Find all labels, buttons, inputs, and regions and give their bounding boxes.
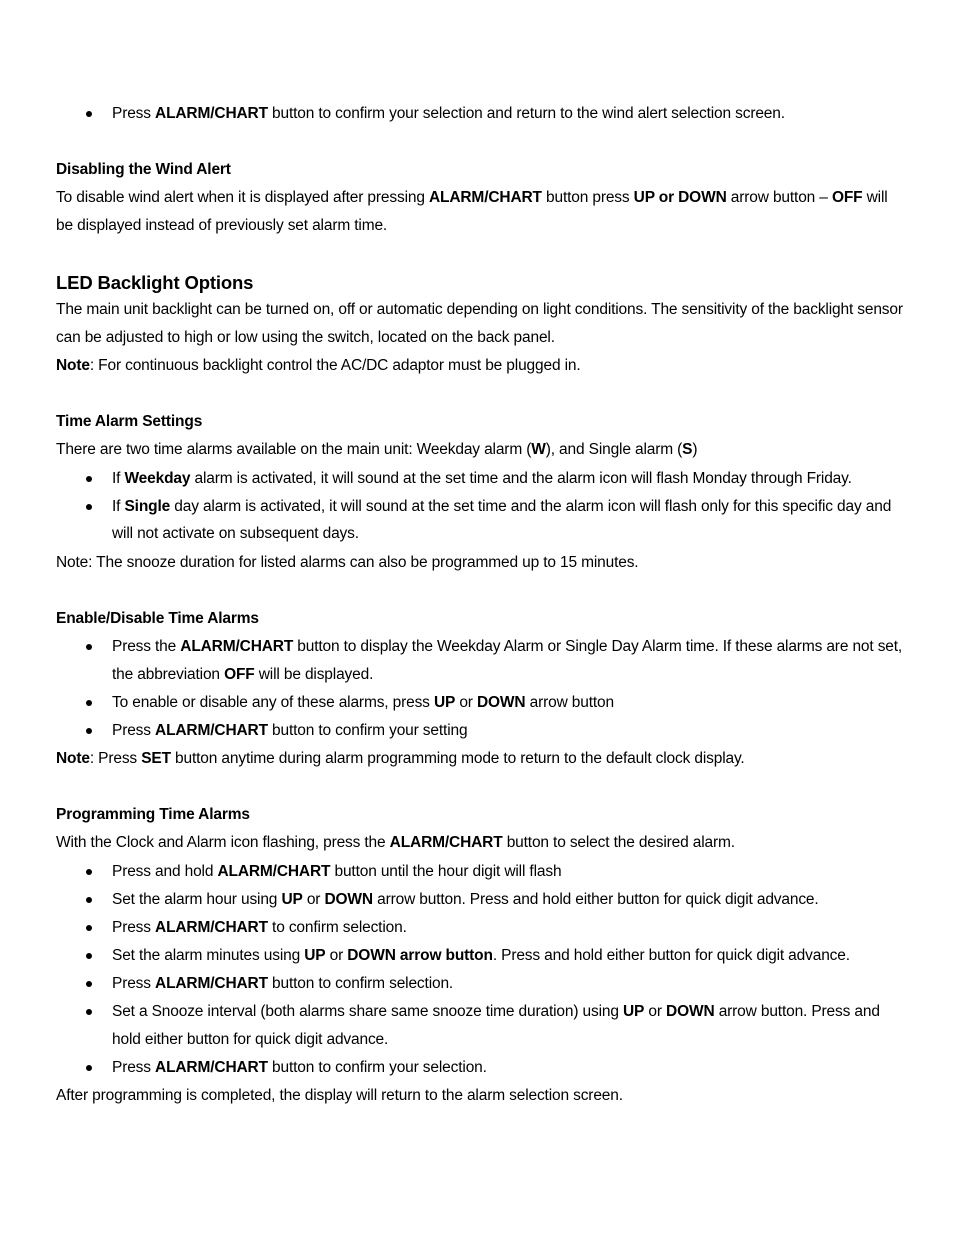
bold-term: Note	[56, 357, 90, 374]
bullet-dot-icon	[86, 111, 92, 117]
bold-term: UP or DOWN	[633, 189, 727, 206]
bullet-dot-icon	[86, 476, 92, 482]
text-run: Programming Time Alarms	[56, 806, 250, 823]
text-run: The main unit backlight can be turned on, off or automatic depending on light conditions. The sensitivity of the backlight sensor	[56, 301, 903, 318]
bold-term: SET	[141, 750, 171, 767]
bold-term: ALARM/CHART	[428, 189, 542, 206]
text-run: If	[112, 498, 125, 515]
text-run: Enable/Disable Time Alarms	[56, 610, 259, 627]
text-run: Disabling the Wind Alert	[56, 161, 231, 178]
text-run: With the Clock and Alarm icon flashing, press the	[56, 834, 390, 851]
text-run: button press	[541, 189, 634, 206]
text-run: button to confirm your selection and return to the wind alert selection screen.	[267, 105, 785, 122]
text-run: button to select the desired alarm.	[502, 834, 735, 851]
text-run: button until the hour digit will flash	[330, 863, 562, 880]
text-run: : Press	[89, 750, 142, 767]
bold-term: ALARM/CHART	[389, 834, 503, 851]
bullet-line	[112, 497, 891, 517]
bullet-dot-icon	[86, 925, 92, 931]
bullet-continuation	[112, 524, 359, 544]
bullet-continuation	[112, 1030, 388, 1050]
text-run: or	[644, 1003, 667, 1020]
bullet-line	[112, 469, 852, 489]
text-run: ), and Single alarm (	[545, 441, 683, 458]
text-run: or	[302, 891, 325, 908]
text-run: After programming is completed, the display will return to the alarm selection screen.	[56, 1087, 623, 1104]
section-subheading	[56, 160, 231, 180]
text-run: Press	[112, 1059, 156, 1076]
bold-term: UP	[433, 694, 456, 711]
bold-term: ALARM/CHART	[155, 722, 268, 739]
bullet-dot-icon	[86, 1009, 92, 1015]
bullet-line	[112, 974, 453, 994]
text-run: or	[455, 694, 477, 711]
text-run: to confirm selection.	[267, 919, 407, 936]
text-run: can be adjusted to high or low using the switch, located on the back panel.	[56, 329, 555, 346]
bold-term: Weekday	[124, 470, 191, 487]
text-run: button to display the Weekday Alarm or Single Day Alarm time. If these alarms are not set,	[293, 638, 903, 655]
bold-term: ALARM/CHART	[155, 975, 268, 992]
text-run: be displayed instead of previously set alarm time.	[56, 217, 388, 234]
bold-term: DOWN arrow button	[347, 947, 493, 964]
bullet-dot-icon	[86, 504, 92, 510]
section-heading	[56, 271, 253, 295]
bullet-line	[112, 862, 561, 882]
text-run: alarm is activated, it will sound at the set time and the alarm icon will flash Monday through Friday.	[190, 470, 852, 487]
bullet-dot-icon	[86, 981, 92, 987]
bullet-dot-icon	[86, 728, 92, 734]
text-run: Set the alarm hour using	[112, 891, 282, 908]
text-run: button to confirm selection.	[267, 975, 454, 992]
bold-term: DOWN	[324, 891, 373, 908]
bullet-dot-icon	[86, 644, 92, 650]
text-run: button anytime during alarm programming mode to return to the default clock display.	[170, 750, 745, 767]
bullet-dot-icon	[86, 869, 92, 875]
text-line	[56, 300, 903, 320]
text-line	[56, 216, 387, 236]
bold-term: ALARM/CHART	[155, 1059, 268, 1076]
bold-term: Note	[56, 750, 90, 767]
bullet-line	[112, 104, 785, 124]
text-run: There are two time alarms available on the main unit: Weekday alarm (	[56, 441, 532, 458]
text-run: Press	[112, 105, 156, 122]
text-run: Set the alarm minutes using	[112, 947, 305, 964]
text-line	[56, 188, 888, 208]
bold-term: ALARM/CHART	[180, 638, 294, 655]
bullet-dot-icon	[86, 897, 92, 903]
bold-term: DOWN	[476, 694, 526, 711]
text-run: If	[112, 470, 125, 487]
bullet-dot-icon	[86, 953, 92, 959]
text-run: arrow button. Press and hold either button for quick digit advance.	[372, 891, 819, 908]
text-run: will be displayed.	[254, 666, 374, 683]
text-run: Time Alarm Settings	[56, 413, 203, 430]
section-subheading	[56, 412, 202, 432]
text-run: Press	[112, 975, 156, 992]
text-line	[56, 440, 697, 460]
bold-term: Single	[124, 498, 171, 515]
bold-term: ALARM/CHART	[155, 105, 268, 122]
text-run: )	[692, 441, 698, 458]
text-run: arrow button. Press and	[714, 1003, 880, 1020]
text-line	[56, 749, 745, 769]
bold-term: UP	[281, 891, 303, 908]
bullet-line	[112, 946, 850, 966]
text-run: : For continuous backlight control the AC/DC adaptor must be plugged in.	[89, 357, 581, 374]
text-run: . Press and hold either button for quick digit advance.	[492, 947, 850, 964]
text-line	[56, 833, 735, 853]
text-run: Press	[112, 722, 156, 739]
text-run: arrow button –	[726, 189, 832, 206]
text-line	[56, 328, 555, 348]
bullet-line	[112, 890, 819, 910]
bold-term: OFF	[224, 666, 255, 683]
text-run: will not activate on subsequent days.	[112, 525, 359, 542]
bullet-dot-icon	[86, 1065, 92, 1071]
text-run: Press	[112, 919, 156, 936]
section-subheading	[56, 805, 250, 825]
bullet-continuation	[112, 665, 373, 685]
bold-term: ALARM/CHART	[217, 863, 331, 880]
bold-term: UP	[304, 947, 326, 964]
text-run: the abbreviation	[112, 666, 225, 683]
text-run: Press the	[112, 638, 181, 655]
bold-term: W	[531, 441, 546, 458]
bullet-line	[112, 918, 407, 938]
text-run: day alarm is activated, it will sound at the set time and the alarm icon will flash only for this specific day and	[170, 498, 892, 515]
bullet-line	[112, 693, 614, 713]
text-run: or	[325, 947, 348, 964]
section-subheading	[56, 609, 259, 629]
text-line	[56, 1086, 623, 1106]
bullet-line	[112, 1002, 880, 1022]
text-line	[56, 356, 581, 376]
text-run: LED Backlight Options	[56, 272, 254, 293]
text-run: Press and hold	[112, 863, 218, 880]
bold-term: DOWN	[666, 1003, 715, 1020]
text-run: button to confirm your setting	[267, 722, 468, 739]
bullet-line	[112, 721, 467, 741]
text-run: arrow button	[525, 694, 614, 711]
text-run: button to confirm your selection.	[267, 1059, 487, 1076]
bold-term: S	[682, 441, 693, 458]
bullet-line	[112, 637, 902, 657]
text-line	[56, 553, 638, 573]
bullet-dot-icon	[86, 700, 92, 706]
text-run: Set a Snooze interval (both alarms share same snooze time duration) using	[112, 1003, 624, 1020]
text-run: To disable wind alert when it is displayed after pressing	[56, 189, 429, 206]
text-run: will	[862, 189, 888, 206]
text-run: To enable or disable any of these alarms, press	[112, 694, 434, 711]
text-run: Note: The snooze duration for listed alarms can also be programmed up to 15 minutes.	[56, 554, 639, 571]
bold-term: ALARM/CHART	[155, 919, 268, 936]
text-run: hold either button for quick digit advance.	[112, 1031, 389, 1048]
bold-term: UP	[623, 1003, 645, 1020]
bullet-line	[112, 1058, 487, 1078]
bold-term: OFF	[831, 189, 863, 206]
